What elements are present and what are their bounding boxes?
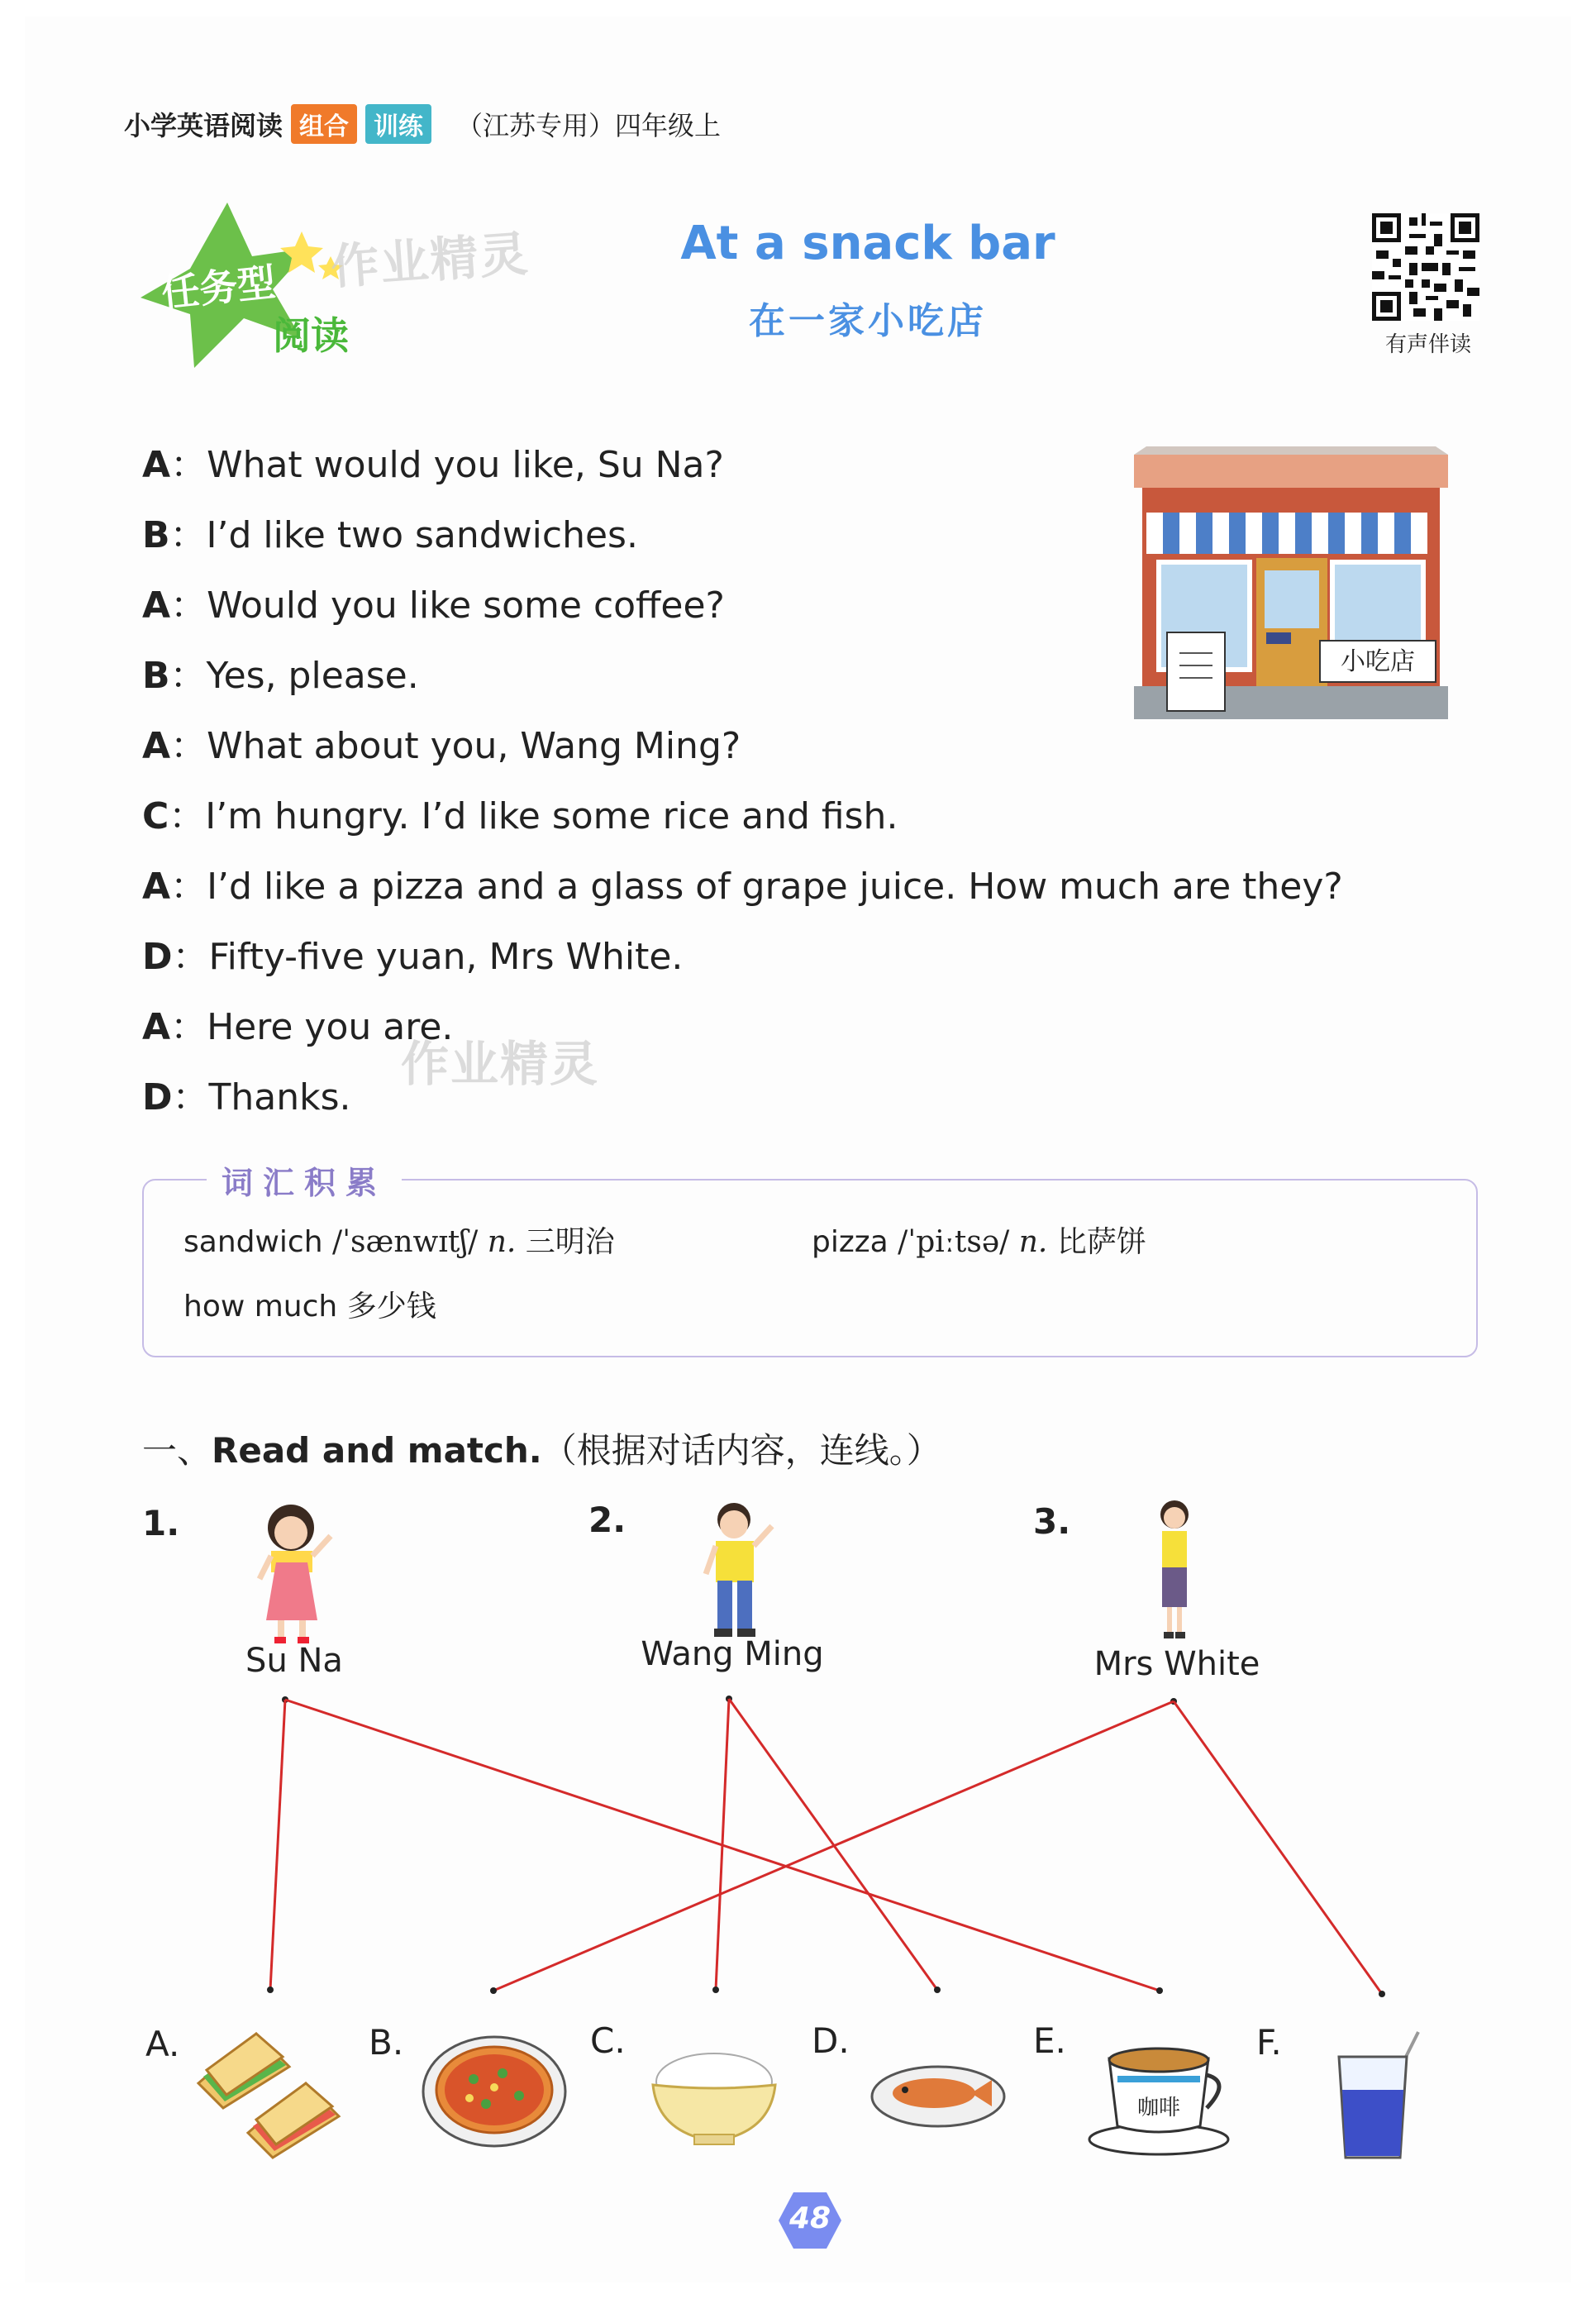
watermark-top: 作业精灵 (329, 225, 531, 296)
dialogue-text: Here you are. (207, 1006, 454, 1048)
vocab-meaning: 比萨饼 (1056, 1225, 1146, 1259)
speaker-separator: ： (172, 936, 209, 978)
vocab-word: sandwich (183, 1225, 323, 1259)
speaker-separator: ： (169, 655, 207, 697)
speaker-separator: ： (169, 795, 206, 837)
vocabulary-box (142, 1179, 1478, 1357)
juice-icon (1327, 2024, 1427, 2164)
exercise-title (142, 1424, 941, 1473)
vocab-pos: n. (487, 1225, 517, 1259)
option-letter-b: B. (369, 2022, 404, 2063)
vocab-word: pizza (812, 1225, 889, 1259)
person-number-1: 1. (142, 1503, 180, 1543)
vocab-word: how much (183, 1290, 338, 1324)
speaker-label: D (142, 1076, 173, 1118)
fish-icon (868, 2057, 1008, 2131)
series-tag-1: 组合 (291, 104, 357, 144)
option-letter-c: C. (590, 2020, 626, 2061)
option-letter-e: E. (1033, 2020, 1066, 2061)
speaker-label: C (142, 795, 169, 837)
book-header (124, 104, 721, 144)
speaker-separator: ： (169, 514, 207, 556)
person-number-3: 3. (1033, 1501, 1071, 1542)
speaker-label: A (142, 866, 171, 908)
speaker-label: A (142, 1006, 171, 1048)
person-name-wang-ming: Wang Ming (641, 1635, 824, 1673)
dialogue-line (142, 781, 1343, 851)
speaker-label: D (142, 936, 173, 978)
wang-ming-figure-icon (694, 1495, 785, 1643)
sandwich-icon (190, 2017, 355, 2166)
speaker-label: B (142, 514, 170, 556)
dialogue-text: Thanks. (208, 1076, 351, 1118)
series-edition: （江苏专用）四年级上 (456, 110, 722, 141)
dialogue-text: Fifty-five yuan, Mrs White. (208, 936, 684, 978)
dialogue-text: I’d like a pizza and a glass of grape juice. How much are they? (207, 866, 1343, 908)
rice-icon (648, 2034, 780, 2149)
option-letter-a: A. (145, 2024, 180, 2064)
vocab-item-sandwich (183, 1219, 615, 1261)
page-title: At a snack bar (680, 217, 1055, 270)
coffee-cup-label: 咖啡 (1136, 2096, 1181, 2120)
su-na-figure-icon (248, 1496, 339, 1645)
shop-sign-text: 小吃店 (1341, 647, 1415, 676)
speaker-separator: ： (170, 444, 207, 486)
page-subtitle: 在一家小吃店 (749, 300, 987, 342)
speaker-label: A (142, 444, 171, 486)
vocab-pos: n. (1018, 1225, 1048, 1259)
option-letter-f: F. (1256, 2022, 1282, 2063)
vocab-item-pizza (812, 1219, 1146, 1261)
qr-code-icon[interactable] (1372, 213, 1479, 321)
person-number-2: 2. (588, 1500, 626, 1540)
dialogue-text: What would you like, Su Na? (207, 444, 724, 486)
dialogue-text: What about you, Wang Ming? (207, 725, 741, 767)
exercise-heading: Read and match. (212, 1430, 542, 1471)
vocab-phonetic: /ˈpiːtsə/ (898, 1225, 1010, 1259)
dialogue-text: Yes, please. (206, 655, 419, 697)
exercise-instruction: （根据对话内容，连线。） (541, 1430, 941, 1471)
speaker-separator: ： (170, 866, 207, 908)
series-tag-2: 训练 (365, 104, 431, 144)
dialogue-text: I’d like two sandwiches. (206, 514, 638, 556)
vocab-phonetic: /ˈsænwɪtʃ/ (332, 1225, 479, 1259)
speaker-separator: ： (170, 725, 207, 767)
series-title: 小学英语阅读 (124, 110, 283, 141)
exercise-prefix: 一、 (142, 1430, 212, 1471)
speaker-separator: ： (172, 1076, 209, 1118)
speaker-label: A (142, 725, 171, 767)
speaker-label: A (142, 584, 171, 627)
watermark-middle: 作业精灵 (401, 1036, 600, 1092)
dialogue-line (142, 992, 1343, 1062)
snack-bar-illustration (1134, 446, 1448, 727)
dialogue-line (142, 1062, 1343, 1133)
badge-line-1: 任务型 (159, 259, 278, 317)
coffee-icon (1084, 2034, 1233, 2158)
dialogue-text: Would you like some coffee? (207, 584, 725, 627)
vocab-item-how-much (183, 1283, 436, 1325)
mrs-white-figure-icon (1146, 1495, 1203, 1643)
dialogue-line (142, 922, 1343, 992)
audio-companion-label: 有声伴读 (1384, 332, 1471, 357)
pizza-icon (420, 2034, 569, 2149)
dialogue-line (142, 851, 1343, 922)
speaker-label: B (142, 655, 170, 697)
speaker-separator: ： (170, 1006, 207, 1048)
person-name-mrs-white: Mrs White (1093, 1645, 1260, 1683)
dialogue-text: I’m hungry. I’d like some rice and fish. (205, 795, 898, 837)
vocabulary-title: 词汇积累 (207, 1157, 402, 1203)
option-letter-d: D. (812, 2020, 850, 2061)
speaker-separator: ： (170, 584, 207, 627)
person-name-su-na: Su Na (245, 1642, 343, 1680)
vocab-meaning: 多少钱 (346, 1290, 436, 1324)
vocab-meaning: 三明治 (525, 1225, 615, 1259)
page-number: 48 (788, 2201, 831, 2235)
badge-line-2: 阅读 (273, 313, 349, 358)
